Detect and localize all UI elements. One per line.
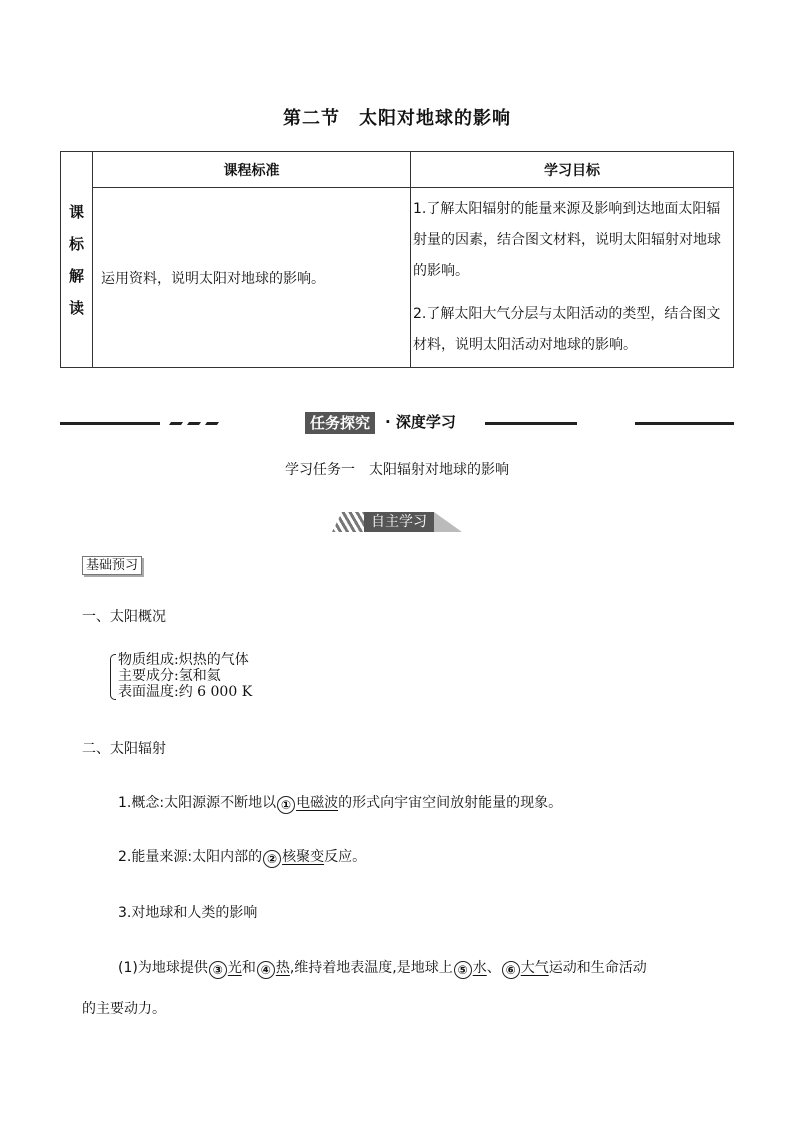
text: 的形式向宇宙空间放射能量的现象。: [338, 795, 563, 811]
text: 反应。: [324, 849, 367, 865]
answer: 核聚变: [282, 849, 325, 865]
goal-cell: [411, 188, 734, 368]
self-study-label: 自主学习: [364, 512, 434, 532]
blank-number: ①: [277, 796, 295, 814]
basic-preview-label: 基础预习: [82, 556, 142, 575]
list-item: 表面温度:约 6 000 K: [118, 684, 253, 700]
side-label: [61, 152, 93, 368]
answer: 热: [275, 960, 290, 976]
list-item: 主要成分:氢和氦: [118, 668, 221, 684]
divider-dash: [205, 422, 219, 425]
section-heading-radiation: 二、太阳辐射: [82, 741, 166, 757]
self-study-banner: [332, 512, 462, 532]
banner-tail: [434, 512, 462, 532]
section-divider: [60, 410, 734, 436]
deep-learning-label: · 深度学习: [385, 413, 456, 431]
section-heading-sun-overview: 一、太阳概况: [82, 609, 166, 625]
text: 运动和生命活动: [548, 960, 647, 976]
curriculum-standards-table: [60, 151, 734, 368]
task-title: 学习任务一 太阳辐射对地球的影响: [285, 462, 509, 478]
standard-header: 课程标准: [93, 152, 411, 188]
blank-number: ⑥: [502, 961, 520, 979]
divider-dash: [187, 422, 201, 425]
answer: 光: [227, 960, 242, 976]
divider-line: [635, 422, 734, 425]
answer: 水: [472, 960, 487, 976]
page-title: 第二节 太阳对地球的影响: [283, 108, 511, 129]
text: 和: [241, 960, 256, 976]
text: (1)为地球提供: [118, 960, 208, 976]
brace-icon: [110, 654, 116, 700]
side-char: 课: [68, 202, 84, 221]
impact-title: 3.对地球和人类的影响: [118, 905, 258, 921]
goal-item: 2.了解太阳大气分层与太阳活动的类型，结合图文材料，说明太阳活动对地球的影响。: [413, 306, 721, 353]
text: 2.能量来源:太阳内部的: [118, 849, 263, 865]
sun-overview-list: [110, 652, 252, 700]
impact-line-2: 的主要动力。: [82, 1001, 166, 1017]
energy-line: [118, 846, 366, 868]
blank-number: ②: [263, 850, 281, 868]
side-char: 标: [68, 234, 84, 253]
concept-line: [118, 792, 562, 814]
task-explore-badge: 任务探究: [305, 412, 375, 434]
divider-line: [60, 422, 160, 425]
blank-number: ④: [257, 961, 275, 979]
goal-item: 1.了解太阳辐射的能量来源及影响到达地面太阳辐射量的因素，结合图文材料，说明太阳辐射对地球的影响。: [413, 201, 721, 279]
impact-line: [118, 957, 647, 979]
side-char: 读: [68, 298, 84, 317]
divider-line: [485, 422, 577, 425]
list-item: 物质组成:炽热的气体: [118, 652, 249, 668]
text: 、: [486, 960, 501, 976]
blank-number: ⑤: [454, 961, 472, 979]
goal-header: 学习目标: [411, 152, 734, 188]
side-char: 解: [68, 266, 84, 285]
answer: 电磁波: [296, 795, 339, 811]
divider-dash: [169, 422, 183, 425]
text: ,维持着地表温度,是地球上: [289, 960, 453, 976]
standard-text: 运用资料，说明太阳对地球的影响。: [93, 188, 411, 368]
blank-number: ③: [209, 961, 227, 979]
answer: 大气: [520, 960, 549, 976]
text: 1.概念:太阳源源不断地以: [118, 795, 277, 811]
